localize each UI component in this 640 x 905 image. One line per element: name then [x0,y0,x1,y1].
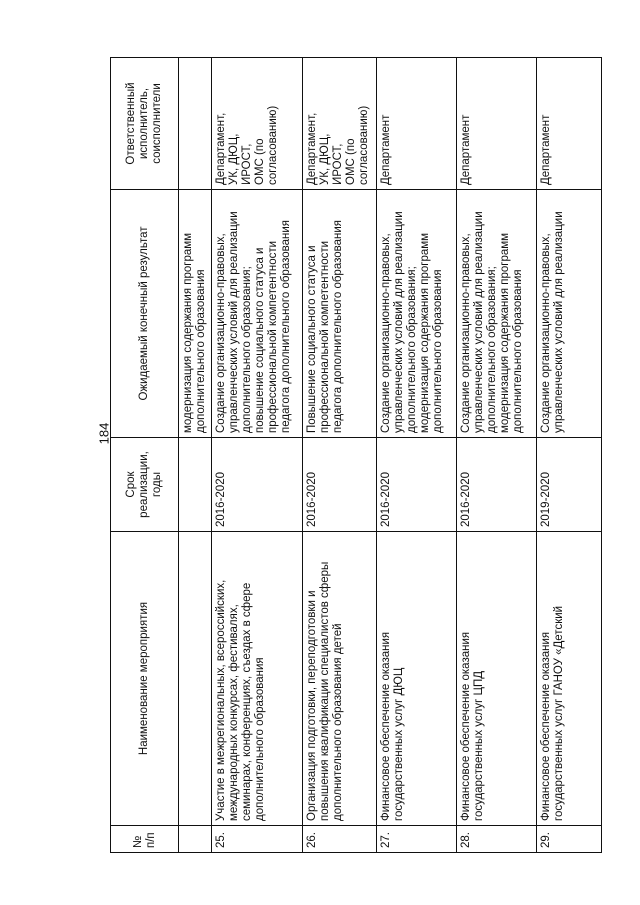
cell-name-line: дополнительного образования [254,657,267,821]
header-result: Ожидаемый конечный результат [111,190,179,438]
cell-name [212,532,302,826]
table-body [179,58,602,853]
cell-name-line: Финансовое обеспечение оказания [379,631,392,821]
cell-name-line: повышения квалификации специалистов сферы [318,561,331,821]
cell-resp-line: ОМС (по [254,138,267,185]
cell-result-line: управленческих условий для реализации [553,211,566,433]
cell-result-line: Создание организационно-правовых, [540,233,553,433]
header-resp: Ответственный исполнитель, соисполнители [111,58,179,190]
page-number: 184 [96,422,112,445]
cell-result-line: Создание организационно-правовых, [459,233,472,433]
cell-term [179,438,212,532]
cell-resp-line: ИРОСТ, [331,143,344,185]
cell-result [456,190,536,438]
cell-name-line: государственных услуг ГАНОУ «Детский [553,605,566,821]
cell-result-line: дополнительного образования; [241,266,254,433]
cell-result-line: дополнительного образования; [485,266,498,433]
header-row [111,58,179,853]
cell-term: 2019-2020 [537,438,602,532]
cell-resp-line: УК, ДЮЦ, [228,133,241,185]
cell-result-line: управленческих условий для реализации [472,211,485,433]
cell-result-line: дополнительного образования [195,269,207,433]
cell-term: 2016-2020 [456,438,536,532]
cell-num [179,826,212,853]
cell-name-line: Финансовое обеспечение оказания [459,631,472,821]
cell-term: 2016-2020 [302,438,376,532]
cell-resp [179,58,212,190]
cell-name-line: государственных услуг ЦПД [472,670,485,821]
cell-name [302,532,376,826]
cell-result-line: Повышение социального статуса и [305,245,318,433]
cell-name-line: Финансовое обеспечение оказания [540,631,553,821]
cell-result-line: дополнительного образования; [405,266,418,433]
table-row [302,58,376,853]
cell-result [212,190,302,438]
cell-resp [212,58,302,190]
cell-name-line: Организация подготовки, переподготовки и [305,590,318,821]
cell-result-line: модернизация содержания программ [498,232,511,433]
table-row [179,58,212,853]
cell-result-line: профессиональной компетентности [318,240,331,433]
header-num: № п/п [111,826,179,853]
table-row [456,58,536,853]
cell-num: 27. [376,826,456,853]
cell-resp [456,58,536,190]
cell-num: 26. [302,826,376,853]
header-name: Наименование мероприятия [111,532,179,826]
cell-resp-line: ОМС (по [344,138,357,185]
cell-name-line: дополнительного образования детей [331,623,344,821]
table-row [212,58,302,853]
cell-name [376,532,456,826]
cell-result-line: Создание организационно-правовых, [379,233,392,433]
cell-result-line: Создание организационно-правовых, [215,233,228,433]
measures-table [110,57,602,853]
cell-num: 29. [537,826,602,853]
cell-result-line: управленческих условий для реализации [392,211,405,433]
cell-name-line: семинарах, конференциях, съездах в сфере [241,582,254,821]
cell-result-line: управленческих условий для реализации [228,211,241,433]
cell-term: 2016-2020 [212,438,302,532]
header-term: Срок реализации, годы [111,438,179,532]
cell-result-line: дополнительного образования [511,269,524,433]
cell-result-line: педагога дополнительного образования [331,219,344,433]
rotated-table-wrapper [110,58,602,853]
cell-result-line: педагога дополнительного образования [280,219,293,433]
cell-name [179,532,212,826]
cell-name [456,532,536,826]
cell-result-line: модернизация содержания программ [182,232,194,433]
cell-result [537,190,602,438]
cell-name-line: Участие в межрегиональных, всероссийских, [215,579,228,821]
cell-num: 28. [456,826,536,853]
cell-result-line: профессиональной компетентности [267,240,280,433]
cell-resp-line: согласованию) [357,105,370,185]
cell-resp-line: ИРОСТ, [241,143,254,185]
cell-result [302,190,376,438]
table-row [376,58,456,853]
cell-result-line: повышение социального статуса и [254,247,267,433]
cell-num: 25. [212,826,302,853]
cell-resp-line: УК, ДЮЦ, [318,133,331,185]
cell-resp-line: Департамент [540,114,553,185]
cell-resp [537,58,602,190]
cell-resp-line: Департамент, [215,112,228,185]
cell-resp-line: Департамент, [305,112,318,185]
table-row [537,58,602,853]
cell-name [537,532,602,826]
cell-name-line: международных конкурсах, фестивалях, [228,604,241,821]
cell-resp [376,58,456,190]
cell-result-line: дополнительного образования [431,269,444,433]
cell-result [376,190,456,438]
cell-resp-line: Департамент [379,114,392,185]
cell-term: 2016-2020 [376,438,456,532]
cell-resp [302,58,376,190]
cell-resp-line: согласованию) [267,105,280,185]
cell-result-line: модернизация содержания программ [418,232,431,433]
cell-result [179,190,212,438]
cell-resp-line: Департамент [459,114,472,185]
cell-name-line: государственных услуг ДЮЦ [392,667,405,821]
